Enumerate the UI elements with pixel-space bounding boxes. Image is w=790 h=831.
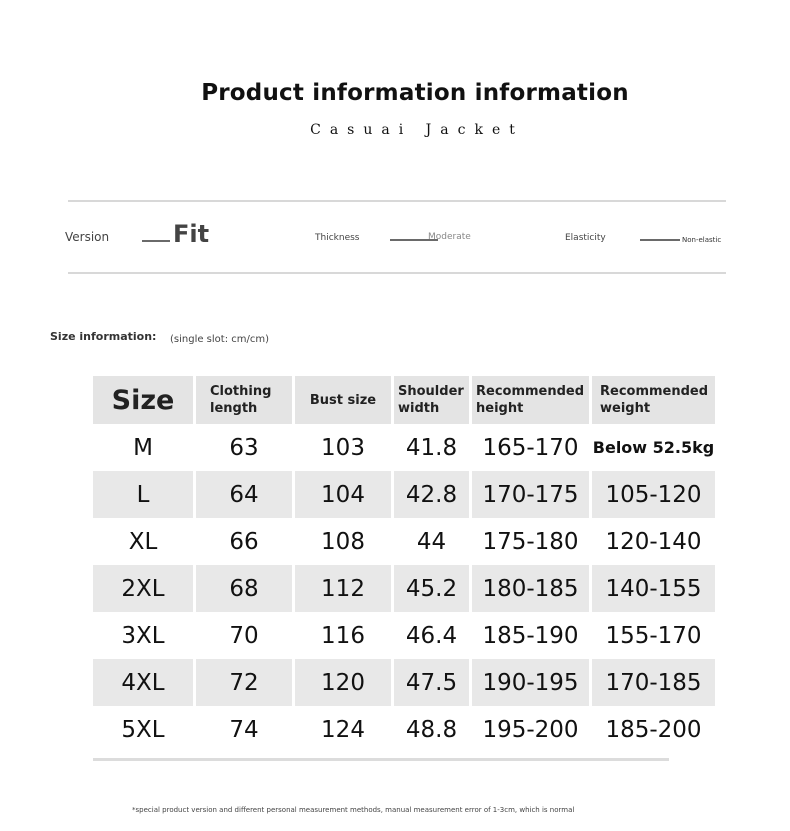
elasticity-value: Non-elastic [682,236,722,244]
page-title: Product information information [201,80,629,106]
table-row [93,471,725,518]
cell-bust-size: 124 [321,716,365,743]
cell-size: 2XL [93,565,193,612]
thickness-label: Thickness [315,233,360,243]
cell-size: 4XL [93,659,193,706]
cell-clothing-length: 68 [196,565,292,612]
elasticity-label: Elasticity [565,233,606,243]
size-table [93,376,725,753]
cell-shoulder-width: 41.8 [405,434,458,461]
product-subtitle: Casuai Jacket [310,122,524,138]
size-unit-note: (single slot: cm/cm) [170,334,270,345]
cell-recommended-height: 170-175 [472,471,589,518]
cell-recommended-weight: 185-200 [605,716,702,743]
cell-recommended-weight: Below 52.5kg [592,438,715,457]
cell-recommended-height: 175-180 [482,528,579,555]
cell-size: 5XL [121,716,165,743]
table-row [93,424,725,471]
header-size: Size [93,376,193,424]
cell-bust-size: 104 [295,471,391,518]
table-row [93,612,725,659]
cell-shoulder-width: 42.8 [394,471,469,518]
version-label: Version [65,230,110,244]
header-shoulder-width: Shoulder width [394,376,469,424]
cell-bust-size: 112 [295,565,391,612]
cell-clothing-length: 66 [229,528,259,555]
cell-clothing-length: 70 [229,622,259,649]
table-row [93,659,725,706]
size-info-label: Size information: [50,330,157,343]
header-bust-size: Bust size [295,376,391,424]
table-bottom-rule [93,758,669,761]
cell-size: 3XL [121,622,165,649]
table-row [93,518,725,565]
cell-clothing-length: 63 [229,434,259,461]
cell-shoulder-width: 44 [416,528,447,555]
cell-bust-size: 108 [321,528,365,555]
version-value: Fit [173,220,210,248]
cell-size: XL [128,528,158,555]
header-clothing-length: Clothing length [196,376,292,424]
cell-recommended-height: 180-185 [472,565,589,612]
cell-bust-size: 116 [321,622,365,649]
cell-recommended-weight: 155-170 [605,622,702,649]
table-row [93,565,725,612]
table-header-row [93,376,725,424]
cell-bust-size: 120 [295,659,391,706]
cell-shoulder-width: 48.8 [405,716,458,743]
cell-recommended-weight: 105-120 [592,471,715,518]
cell-clothing-length: 64 [196,471,292,518]
cell-shoulder-width: 47.5 [394,659,469,706]
elasticity-divider [640,239,680,241]
cell-recommended-weight: 140-155 [592,565,715,612]
cell-recommended-weight: 120-140 [605,528,702,555]
thickness-value: Moderate [428,232,471,242]
cell-clothing-length: 72 [196,659,292,706]
header-recommended-weight: Recommended weight [592,376,715,424]
cell-size: L [93,471,193,518]
cell-recommended-height: 185-190 [482,622,579,649]
cell-shoulder-width: 45.2 [394,565,469,612]
cell-clothing-length: 74 [229,716,259,743]
cell-bust-size: 103 [321,434,365,461]
table-row [93,706,725,753]
cell-recommended-height: 165-170 [482,434,579,461]
cell-size: M [133,434,153,461]
product-properties [65,200,726,274]
version-divider [142,240,170,242]
cell-recommended-height: 190-195 [472,659,589,706]
cell-recommended-weight: 170-185 [592,659,715,706]
cell-recommended-height: 195-200 [482,716,579,743]
measurement-footnote: *special product version and different personal measurement methods, manual measurement error of 1-3cm, which is normal [132,806,575,814]
cell-shoulder-width: 46.4 [405,622,458,649]
header-recommended-height: Recommended height [472,376,589,424]
